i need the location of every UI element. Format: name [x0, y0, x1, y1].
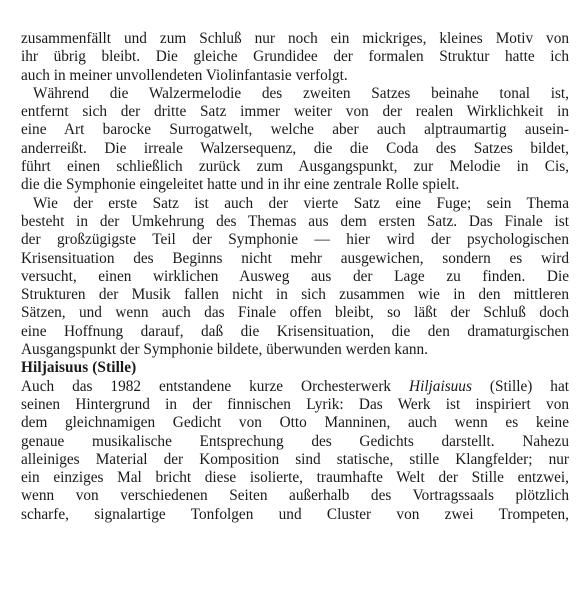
- text-run: (Stille) hat: [471, 377, 569, 395]
- document-page: [21, 30, 569, 524]
- text-line: eine Hoffnung darauf, daß die Krisensituation, die den dramaturgischen: [21, 322, 569, 340]
- text-line: die die Symphonie eingeleitet hatte und in ihr eine zentrale Rolle spielt.: [21, 176, 460, 194]
- text-line: Sätzen, und wenn auch das Finale offen bleibt, so läßt der Schluß doch: [21, 304, 569, 322]
- work-title: Hiljaisuus: [409, 377, 472, 395]
- text-line: anderreißt. Die irreale Walzersequenz, die die Coda des Satzes bildet,: [21, 139, 569, 157]
- text-line: Während die Walzermelodie des zweiten Satzes beinahe tonal ist,: [33, 84, 569, 102]
- text-line: seinen Hintergrund in der finnischen Lyrik: Das Werk ist inspiriert von: [21, 395, 569, 413]
- paragraph-3: [21, 195, 569, 360]
- text-line: Wie der erste Satz ist auch der vierte Satz eine Fuge; sein Thema: [33, 194, 569, 212]
- text-line: alleiniges Material der Komposition sind statische, stille Klangfelder; nur: [21, 450, 569, 468]
- text-run: Auch das 1982 entstandene kurze Orchesterwerk: [21, 377, 410, 395]
- text-line: wenn von verschiedenen Seiten außerhalb des Vortragssaals plötzlich: [21, 487, 569, 505]
- text-line: besteht in der Umkehrung des Themas aus dem ersten Satz. Das Finale ist: [21, 212, 569, 230]
- text-line: der großzügigste Teil der Symphonie — hier wird der psychologischen: [21, 231, 569, 249]
- text-line: Strukturen der Musik fallen nicht in sich zusammen wie in den mittleren: [21, 286, 569, 304]
- text-line: scharfe, signalartige Tonfolgen und Cluster von zwei Trompeten,: [21, 505, 569, 523]
- text-line: eine Art barocke Surrogatwelt, welche aber auch alptraumartig ausein-: [21, 121, 569, 139]
- text-line: auch in meiner unvollendeten Violinfantasie verfolgt.: [21, 66, 348, 84]
- text-line: ihr übrig bleibt. Die gleiche Grundidee der formalen Struktur hatte ich: [21, 48, 569, 66]
- text-line: [21, 378, 569, 396]
- paragraph-2: [21, 85, 569, 195]
- text-line: genaue musikalische Entsprechung des Gedichts darstellt. Nahezu: [21, 432, 569, 450]
- text-line: ein einziges Mal bricht diese isolierte, traumhafte Welt der Stille entzwei,: [21, 469, 569, 487]
- section-heading: Hiljaisuus (Stille): [21, 359, 137, 377]
- text-line: versucht, einen wirklichen Ausweg aus der Lage zu finden. Die: [21, 267, 569, 285]
- paragraph-1: [21, 30, 569, 85]
- paragraph-4: [21, 378, 569, 524]
- text-line: Ausgangspunkt der Symphonie bildete, überwunden werden kann.: [21, 341, 428, 359]
- text-line: dem gleichnamigen Gedicht von Otto Manninen, auch wenn es keine: [21, 414, 569, 432]
- text-line: zusammenfällt und zum Schluß nur noch ein mickriges, kleines Motiv von: [21, 30, 569, 47]
- text-line: führt einen schließlich zurück zum Ausgangspunkt, zur Melodie in Cis,: [21, 158, 569, 176]
- text-line: Krisensituation des Beginns nicht mehr ausgewichen, sondern es wird: [21, 249, 569, 267]
- text-line: entfernt sich der dritte Satz immer weiter von der realen Wirklichkeit in: [21, 103, 569, 121]
